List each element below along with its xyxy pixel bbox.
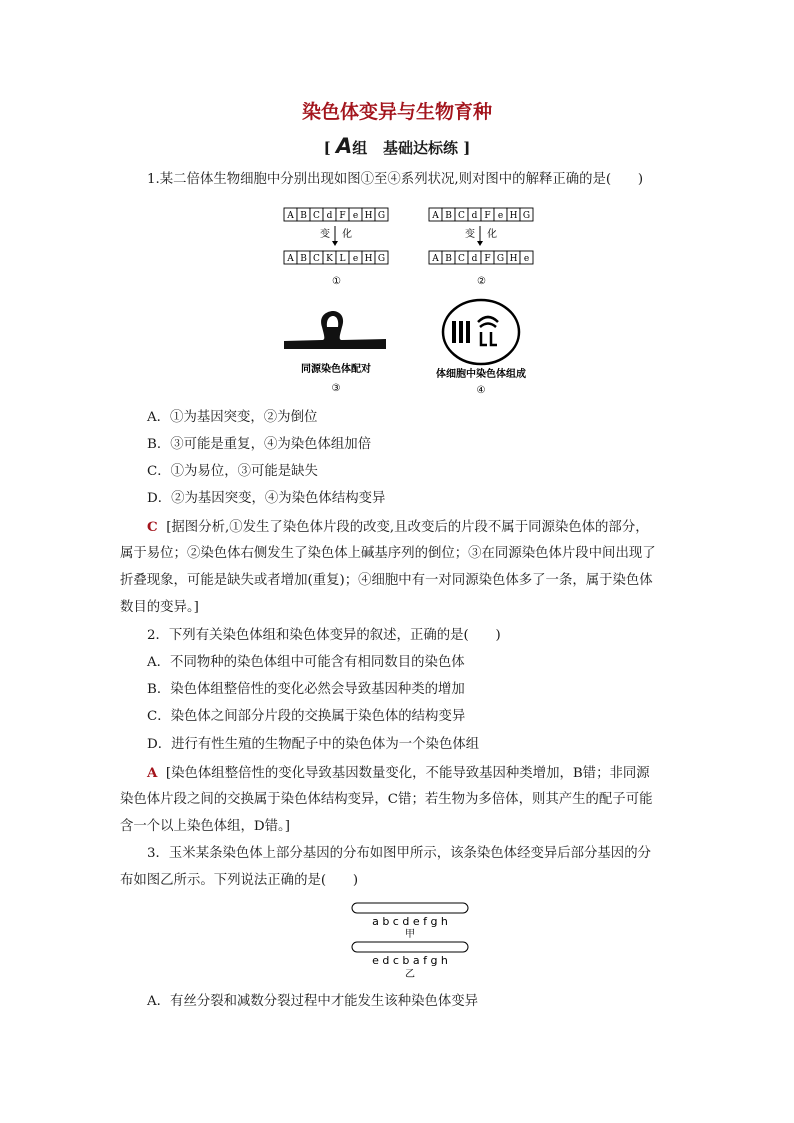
figure-1-label: ① — [332, 276, 341, 287]
q3-option-a: A．有丝分裂和减数分裂过程中才能发生该种染色体变异 — [147, 994, 479, 1009]
q1-explanation-line: 折叠现象，可能是缺失或者增加(重复)；④细胞中有一对同源染色体多了一条，属于染色体 — [120, 573, 653, 588]
group-letter: A — [336, 134, 353, 158]
chromosome-yi-label: 乙 — [405, 969, 415, 980]
figure-2-before-gene-letter: e — [497, 211, 504, 221]
figure-1-arrow-head — [332, 241, 338, 246]
q2-option-c: C．染色体之间部分片段的交换属于染色体的结构变异 — [147, 709, 466, 724]
figure-4-svg — [425, 298, 537, 398]
figure-2-before-gene-letter: d — [471, 211, 478, 221]
figure-2-before-gene-letter: G — [522, 211, 531, 221]
figure-2-before-gene-letter: H — [509, 211, 518, 221]
group-close-bracket: ] — [463, 139, 471, 157]
q1-answer: C — [147, 519, 158, 535]
figure-1-change-right: 化 — [342, 229, 352, 240]
figure-2-after-gene-letter: H — [509, 254, 518, 264]
figure-2-arrow-head — [477, 241, 483, 246]
chromosome-jia — [352, 903, 468, 913]
figure-2-after-gene-letter: d — [471, 254, 478, 264]
figure-2-change-right: 化 — [487, 229, 497, 240]
figure-2-after-gene-letter: e — [523, 254, 530, 264]
figure-4-arc-chromosome — [480, 324, 496, 328]
figure-2-label: ② — [477, 276, 486, 287]
q1-option-c: C．①为易位，③可能是缺失 — [147, 464, 318, 479]
group-open-bracket: [ — [323, 139, 331, 157]
figure-1-before-gene-letter: A — [287, 211, 294, 221]
q1-option-a: A．①为基因突变，②为倒位 — [147, 410, 318, 425]
figure-1-before-gene-letter: F — [339, 211, 346, 221]
figure-1-after-gene-letter: e — [352, 254, 359, 264]
figure-1-after-gene-letter: A — [287, 254, 294, 264]
figure-2-after-gene-letter: C — [458, 254, 465, 264]
figure-1-before-gene-letter: e — [352, 211, 359, 221]
figure-4-l-chromosome — [481, 332, 487, 345]
figure-1-after-gene-letter: H — [364, 254, 373, 264]
figure-4-arc-chromosome — [478, 317, 498, 322]
figure-2-before-gene-letter: C — [458, 211, 465, 221]
chromosome-yi — [352, 942, 468, 952]
q1-option-d: D．②为基因突变，④为染色体结构变异 — [147, 491, 386, 506]
q2-explanation-line — [147, 764, 650, 783]
chromosome-yi-genes: e d c b a f g h — [372, 954, 448, 967]
figure-1-before-gene-letter: H — [364, 211, 373, 221]
q1-option-b: B．③可能是重复，④为染色体组加倍 — [147, 437, 372, 452]
figure-1-before-gene-letter: B — [300, 211, 307, 221]
group-word: 组 — [352, 139, 368, 157]
figure-1-after-gene-letter: G — [377, 254, 386, 264]
figure-4-chromosome — [452, 321, 456, 343]
figure-2-before-gene-letter: A — [432, 211, 439, 221]
q2-explanation-line: 含一个以上染色体组，D错。] — [120, 819, 290, 834]
figure-4-chromosome — [459, 321, 463, 343]
figure-1-after-gene-letter: L — [339, 254, 346, 264]
q2-answer: A — [147, 765, 158, 781]
figure-2-after-gene-letter: A — [432, 254, 439, 264]
q1-explanation-line: 数目的变异。] — [120, 600, 199, 615]
figure-1-svg — [280, 200, 400, 290]
q2-explanation-text: [染色体组整倍性的变化导致基因数量变化，不能导致基因种类增加，B错；非同源 — [165, 766, 650, 781]
figure-4-l-chromosome — [491, 332, 497, 345]
q1-explanation-text: [据图分析,①发生了染色体片段的改变,且改变后的片段不属于同源染色体的部分， — [166, 520, 649, 535]
figure-4-caption: 体细胞中染色体组成 — [436, 369, 526, 380]
figure-1-change-left: 变 — [320, 229, 330, 240]
chromosome-jia-label: 甲 — [405, 929, 415, 940]
group-heading — [0, 134, 794, 158]
figure-2-change-left: 变 — [465, 229, 475, 240]
figure-3-svg — [280, 305, 392, 397]
figure-2-after-gene-letter: F — [484, 254, 491, 264]
figure-1-before-gene-letter: d — [326, 211, 333, 221]
q2-stem: 2．下列有关染色体组和染色体变异的叙述，正确的是( ) — [147, 628, 501, 643]
figure-2-after-gene-letter: G — [496, 254, 505, 264]
figure-2-after-gene-letter: B — [445, 254, 452, 264]
page-title: 染色体变异与生物育种 — [301, 101, 492, 123]
group-label: 基础达标练 — [382, 139, 458, 157]
figure-1-before-gene-letter: G — [377, 211, 386, 221]
figure-3-caption: 同源染色体配对 — [301, 364, 371, 375]
figure-1-after-gene-letter: K — [326, 254, 333, 264]
q2-option-d: D．进行有性生殖的生物配子中的染色体为一个染色体组 — [147, 737, 480, 752]
q3-stem-line: 3．玉米某条染色体上部分基因的分布如图甲所示，该条染色体经变异后部分基因的分 — [147, 846, 651, 861]
q1-explanation-line — [147, 518, 649, 537]
figure-2-before-gene-letter: B — [445, 211, 452, 221]
figure-3-label: ③ — [331, 383, 341, 394]
figure-4-chromosome — [466, 321, 470, 343]
figure-2-svg — [425, 200, 545, 290]
q3-figure-svg — [350, 900, 472, 982]
figure-1-before-gene-letter: C — [313, 211, 320, 221]
figure-4-label: ④ — [476, 385, 486, 396]
figure-1-after-gene-letter: B — [300, 254, 307, 264]
figure-2-before-gene-letter: F — [484, 211, 491, 221]
q2-option-a: A．不同物种的染色体组中可能含有相同数目的染色体 — [147, 655, 465, 670]
q1-explanation-line: 属于易位；②染色体右侧发生了染色体上碱基序列的倒位；③在同源染色体片段中间出现了 — [120, 546, 656, 561]
q3-stem-line: 布如图乙所示。下列说法正确的是( ) — [120, 873, 359, 888]
q1-stem: 1.某二倍体生物细胞中分别出现如图①至④系列状况,则对图中的解释正确的是( ) — [147, 172, 644, 187]
q2-explanation-line: 染色体片段之间的交换属于染色体结构变异，C错；若生物为多倍体，则其产生的配子可能 — [120, 792, 653, 807]
q2-option-b: B．染色体组整倍性的变化必然会导致基因种类的增加 — [147, 682, 465, 697]
chromosome-jia-genes: a b c d e f g h — [372, 915, 448, 928]
figure-1-after-gene-letter: C — [313, 254, 320, 264]
